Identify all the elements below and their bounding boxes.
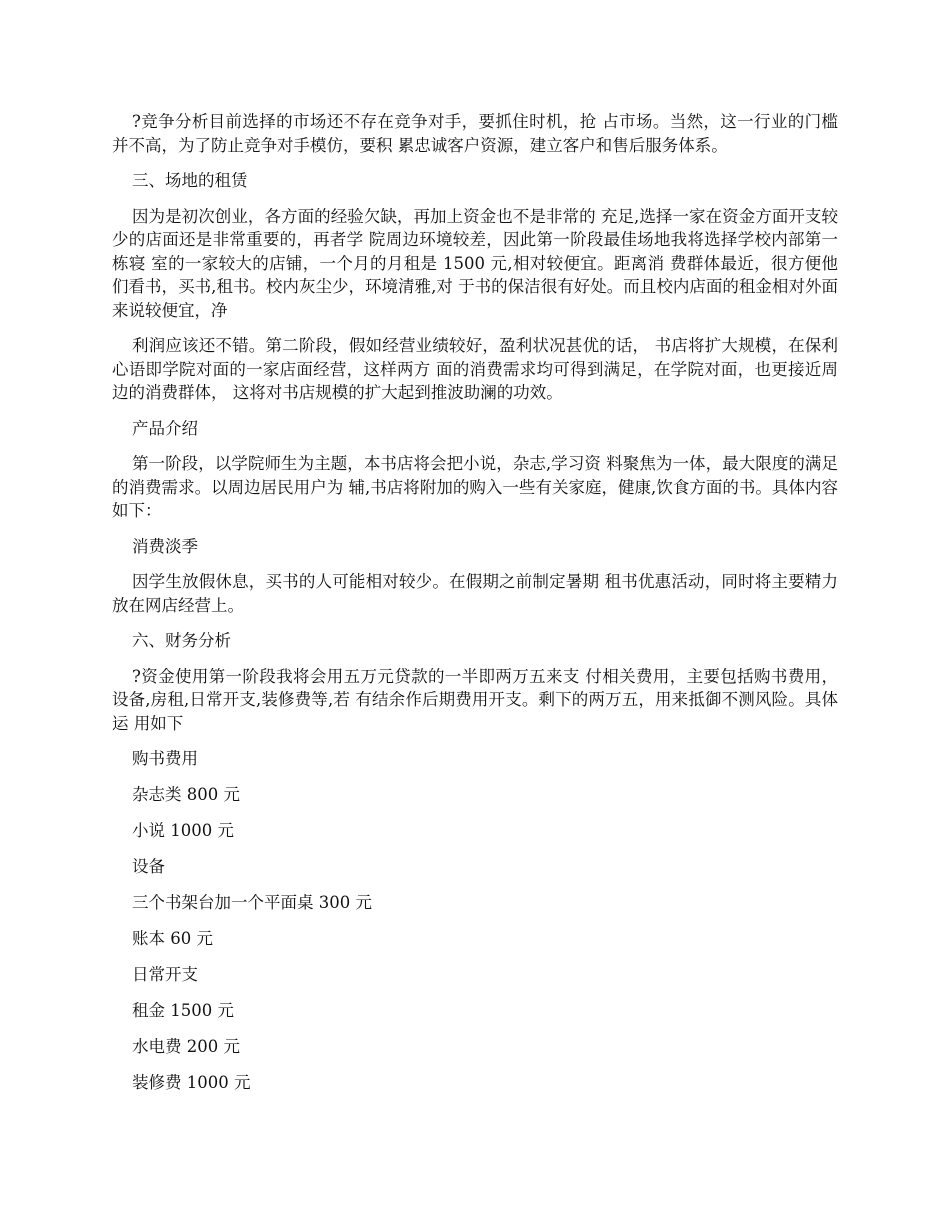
list-item-utilities: 水电费 200 元	[132, 1037, 240, 1056]
financial-analysis-paragraph: ?资金使用第一阶段我将会用五万元贷款的一半即两万五来支 付相关费用，主要包括购书费用，设备,房租,日常开支,装修费等,若 有结余作后期费用开支。剩下的两万五，用来抵御不测风险。具体运 用如下	[112, 666, 838, 733]
off-season-paragraph: 因学生放假休息，买书的人可能相对较少。在假期之前制定暑期 租书优惠活动，同时将主要精力放在网店经营上。	[112, 572, 838, 615]
list-item-rent: 租金 1500 元	[132, 1001, 234, 1020]
list-item-novels: 小说 1000 元	[132, 821, 234, 840]
product-intro-paragraph: 第一阶段，以学院师生为主题，本书店将会把小说，杂志,学习资 料聚焦为一体，最大限度的满足的消费需求。以周边居民用户为 辅,书店将附加的购入一些有关家庭，健康,饮食方面的书。具体内容 如下：	[112, 454, 838, 520]
list-item-daily-expenses: 日常开支	[132, 965, 198, 984]
list-item-equipment: 设备	[132, 857, 165, 876]
section-heading-off-season: 消费淡季	[132, 536, 198, 556]
document-page	[112, 110, 838, 1107]
venue-rental-paragraph-1: 因为是初次创业，各方面的经验欠缺，再加上资金也不是非常的 充足,选择一家在资金方面开支较少的店面还是非常重要的，再者学 院周边环境较差，因此第一阶段最佳场地我将选择学校内部第一栋寝 室的一家较大的店铺，一个月的月租是 1500 元,相对较便宜。距离消 费群体最近，很方便他们看书，买书,租书。校内灰尘少，环境清雅,对 于书的保洁很有好处。而且校内店面的租金相对外面来说较便宜，净	[112, 206, 838, 320]
section-heading-product-intro: 产品介绍	[132, 418, 198, 438]
list-item-book-purchase: 购书费用	[132, 749, 198, 768]
list-item-ledger: 账本 60 元	[132, 929, 213, 948]
list-item-decoration: 装修费 1000 元	[132, 1073, 251, 1092]
section-heading-venue-rental: 三、场地的租赁	[132, 171, 248, 190]
list-item-magazines: 杂志类 800 元	[132, 785, 240, 804]
list-item-shelves-desk: 三个书架台加一个平面桌 300 元	[132, 893, 372, 912]
venue-rental-paragraph-2: 利润应该还不错。第二阶段，假如经营业绩较好，盈利状况甚优的话， 书店将扩大规模，在保利心语即学院对面的一家店面经营，这样两方 面的消费需求均可得到满足，在学院对面，也更接近周边的消费群体， 这将对书店规模的扩大起到推波助澜的功效。	[112, 336, 838, 402]
section-heading-financial-analysis: 六、财务分析	[132, 631, 231, 650]
competition-analysis-paragraph: ?竞争分析目前选择的市场还不存在竞争对手，要抓住时机，抢 占市场。当然，这一行业的门槛并不高，为了防止竞争对手模仿，要积 累忠诚客户资源，建立客户和售后服务体系。	[112, 112, 838, 155]
